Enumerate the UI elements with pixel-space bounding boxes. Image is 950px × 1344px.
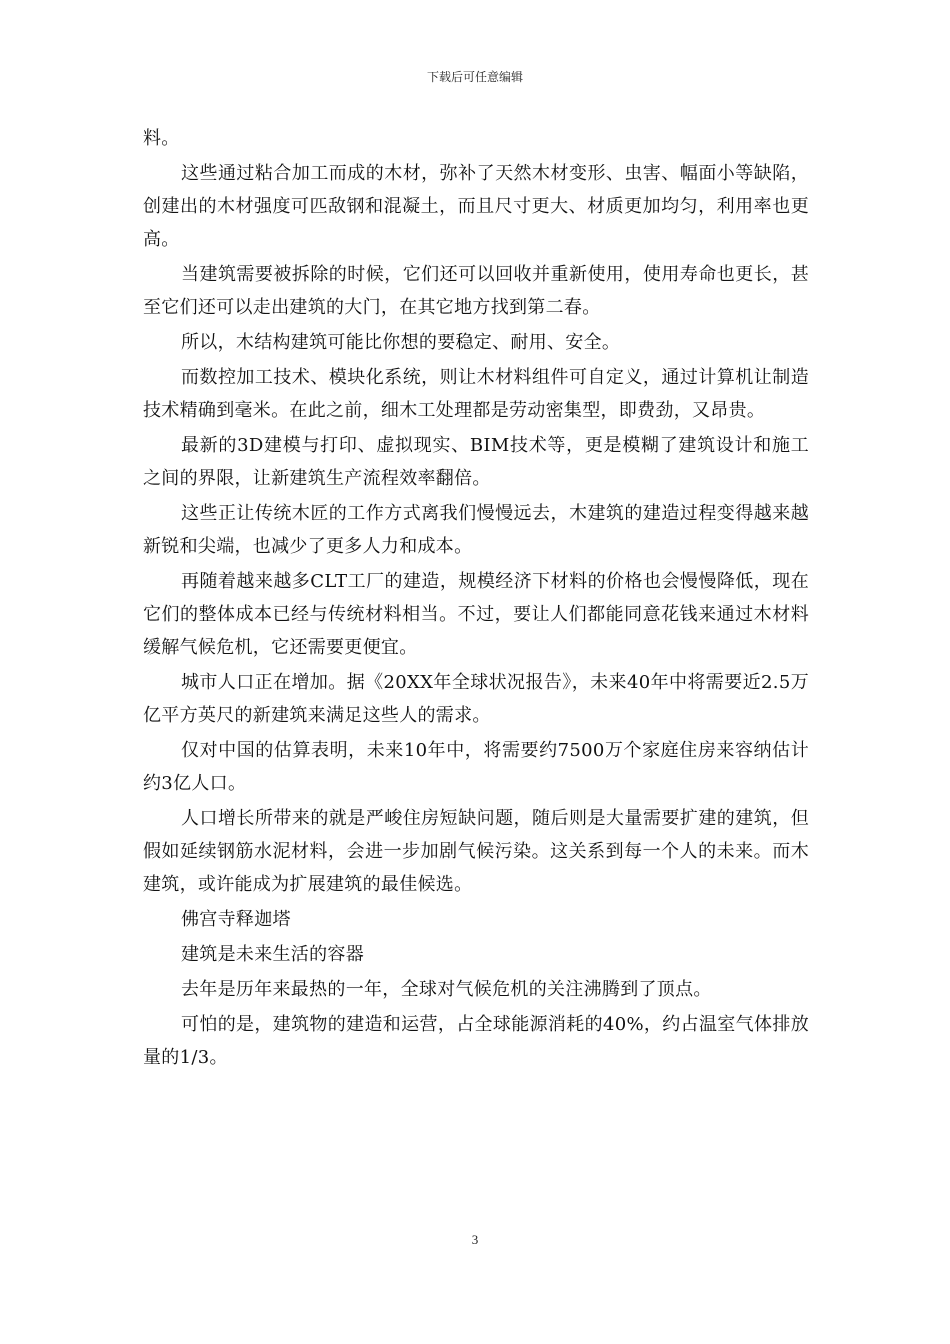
paragraph: 这些正让传统木匠的工作方式离我们慢慢远去，木建筑的建造过程变得越来越新锐和尖端，也减少了更多人力和成本。 [143, 503, 809, 557]
paragraph: 当建筑需要被拆除的时候，它们还可以回收并重新使用，使用寿命也更长，甚至它们还可以走出建筑的大门，在其它地方找到第二春。 [143, 264, 809, 318]
paragraph: 去年是历年来最热的一年，全球对气候危机的关注沸腾到了顶点。 [181, 979, 712, 1000]
paragraph: 人口增长所带来的就是严峻住房短缺问题，随后则是大量需要扩建的建筑，但假如延续钢筋水泥材料，会进一步加剧气候污染。这关系到每一个人的未来。而木建筑，或许能成为扩展建筑的最佳候选。 [143, 808, 809, 895]
document-body [143, 122, 809, 1076]
page-number: 3 [471, 1232, 479, 1247]
paragraph: 而数控加工技术、模块化系统，则让木材料组件可自定义，通过计算机让制造技术精确到毫米。在此之前，细木工处理都是劳动密集型，即费劲，又昂贵。 [143, 367, 809, 421]
section-heading: 佛宫寺释迦塔 [181, 909, 291, 930]
paragraph: 城市人口正在增加。据《20XX年全球状况报告》，未来40年中将需要近2.5万亿平方英尺的新建筑来满足这些人的需求。 [143, 672, 809, 726]
paragraph: 所以，木结构建筑可能比你想的要稳定、耐用、安全。 [181, 332, 621, 353]
paragraph: 仅对中国的估算表明，未来10年中，将需要约7500万个家庭住房来容纳估计约3亿人口。 [143, 740, 809, 794]
paragraph: 最新的3D建模与打印、虚拟现实、BIM技术等，更是模糊了建筑设计和施工之间的界限，让新建筑生产流程效率翻倍。 [143, 435, 809, 489]
page-header: 下载后可任意编辑 [426, 70, 523, 84]
paragraph: 再随着越来越多CLT工厂的建造，规模经济下材料的价格也会慢慢降低，现在它们的整体成本已经与传统材料相当。不过，要让人们都能同意花钱来通过木材料缓解气候危机，它还需要更便宜。 [143, 571, 809, 658]
paragraph: 料。 [143, 128, 180, 149]
paragraph: 可怕的是，建筑物的建造和运营，占全球能源消耗的40%，约占温室气体排放量的1/3。 [143, 1014, 809, 1068]
section-heading: 建筑是未来生活的容器 [181, 944, 364, 965]
paragraph: 这些通过粘合加工而成的木材，弥补了天然木材变形、虫害、幅面小等缺陷，创建出的木材强度可匹敌钢和混凝土，而且尺寸更大、材质更加均匀，利用率也更高。 [143, 163, 809, 250]
